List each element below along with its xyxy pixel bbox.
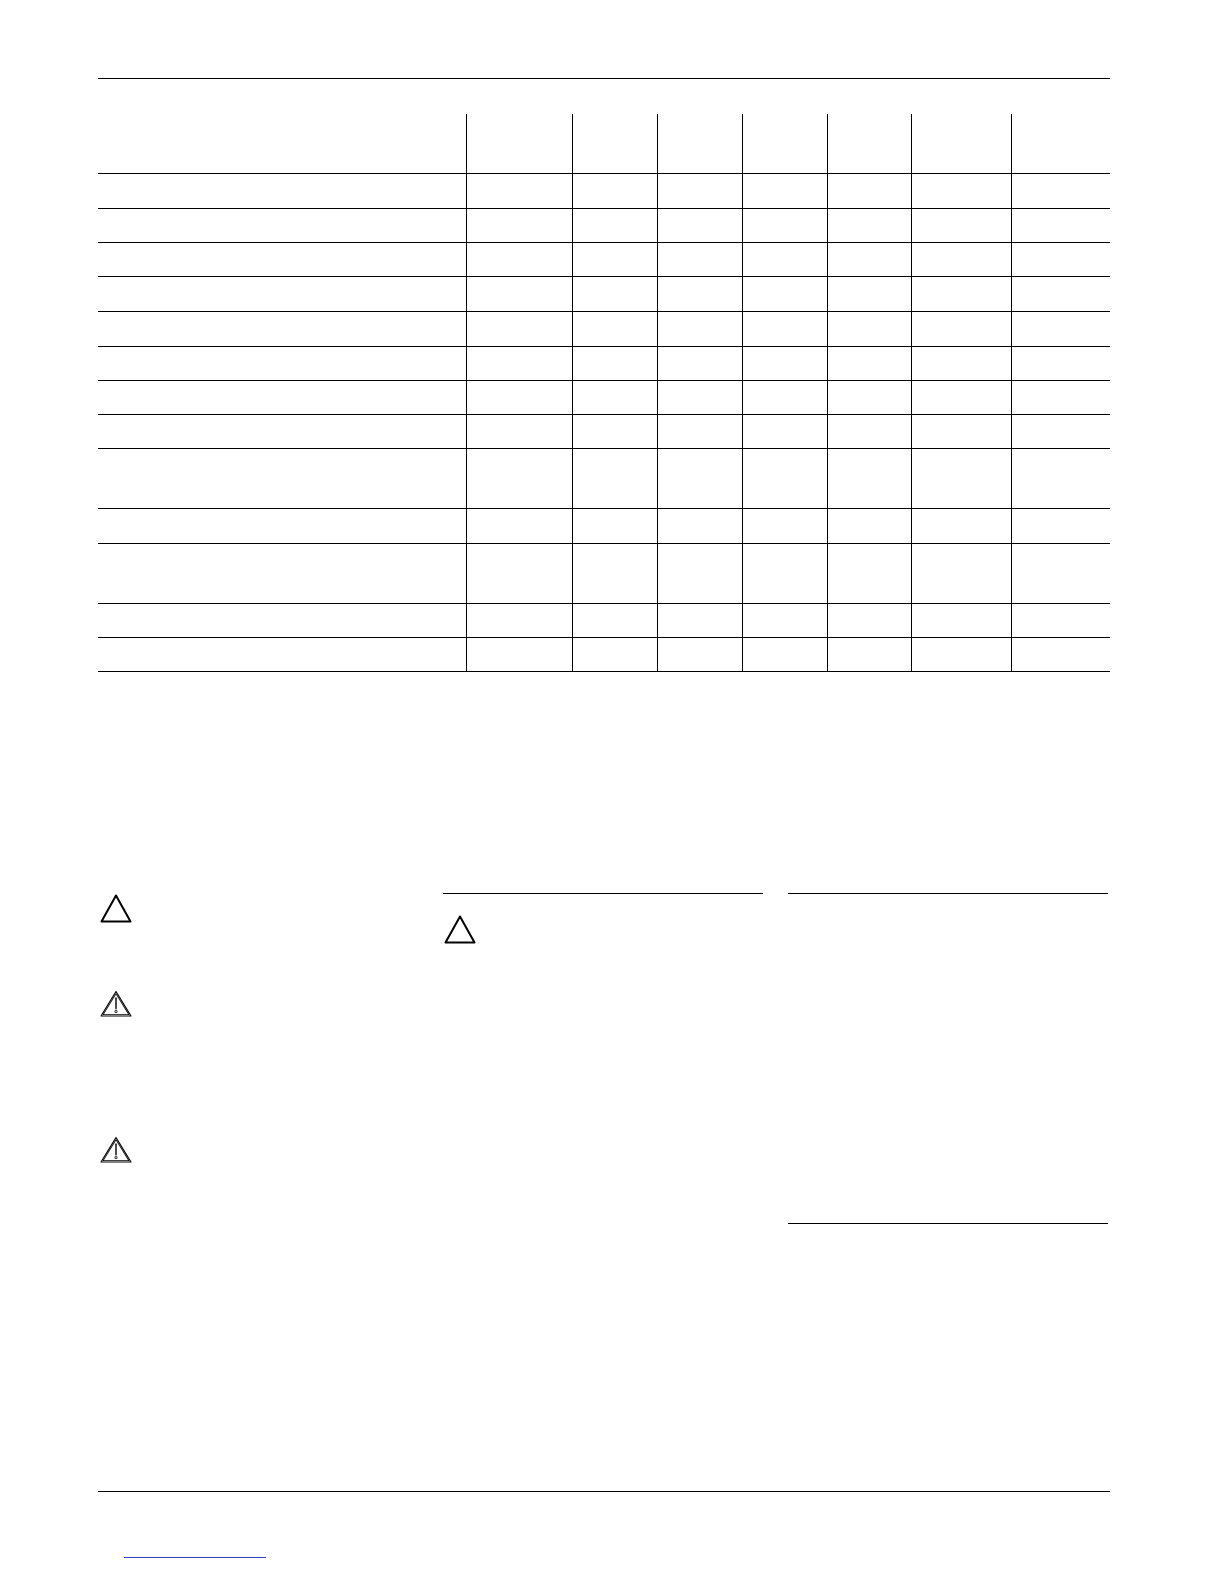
table-column-rule [827,114,828,672]
table-row-rule [98,414,1110,415]
table-row-rule [98,637,1110,638]
table-row-rule [98,208,1110,209]
table-bottom-rule [98,671,1110,672]
warning-triangle-icon [99,990,133,1018]
table-column-rule [466,114,467,672]
table-column-rule [572,114,573,672]
warning-triangle-icon [99,1136,133,1164]
table-row-rule [98,508,1110,509]
caution-triangle-icon [443,914,477,945]
table-row-rule [98,346,1110,347]
caution-triangle-icon [99,893,133,924]
table-column-rule [1011,114,1012,672]
table-column-rule [657,114,658,672]
middle-section-rule [443,893,763,894]
table-column-rule [742,114,743,672]
right-section-top-rule [788,893,1108,894]
table-row-rule [98,448,1110,449]
table-row-rule [98,173,1110,174]
table-row-rule [98,380,1110,381]
table-row-rule [98,276,1110,277]
table-row-rule [98,543,1110,544]
footer-link[interactable] [124,1557,266,1558]
table-row-rule [98,311,1110,312]
footer-rule [98,1491,1110,1492]
table-row-rule [98,242,1110,243]
table-column-rule [911,114,912,672]
header-rule [98,78,1110,79]
table-row-rule [98,603,1110,604]
right-section-bottom-rule [788,1223,1108,1224]
